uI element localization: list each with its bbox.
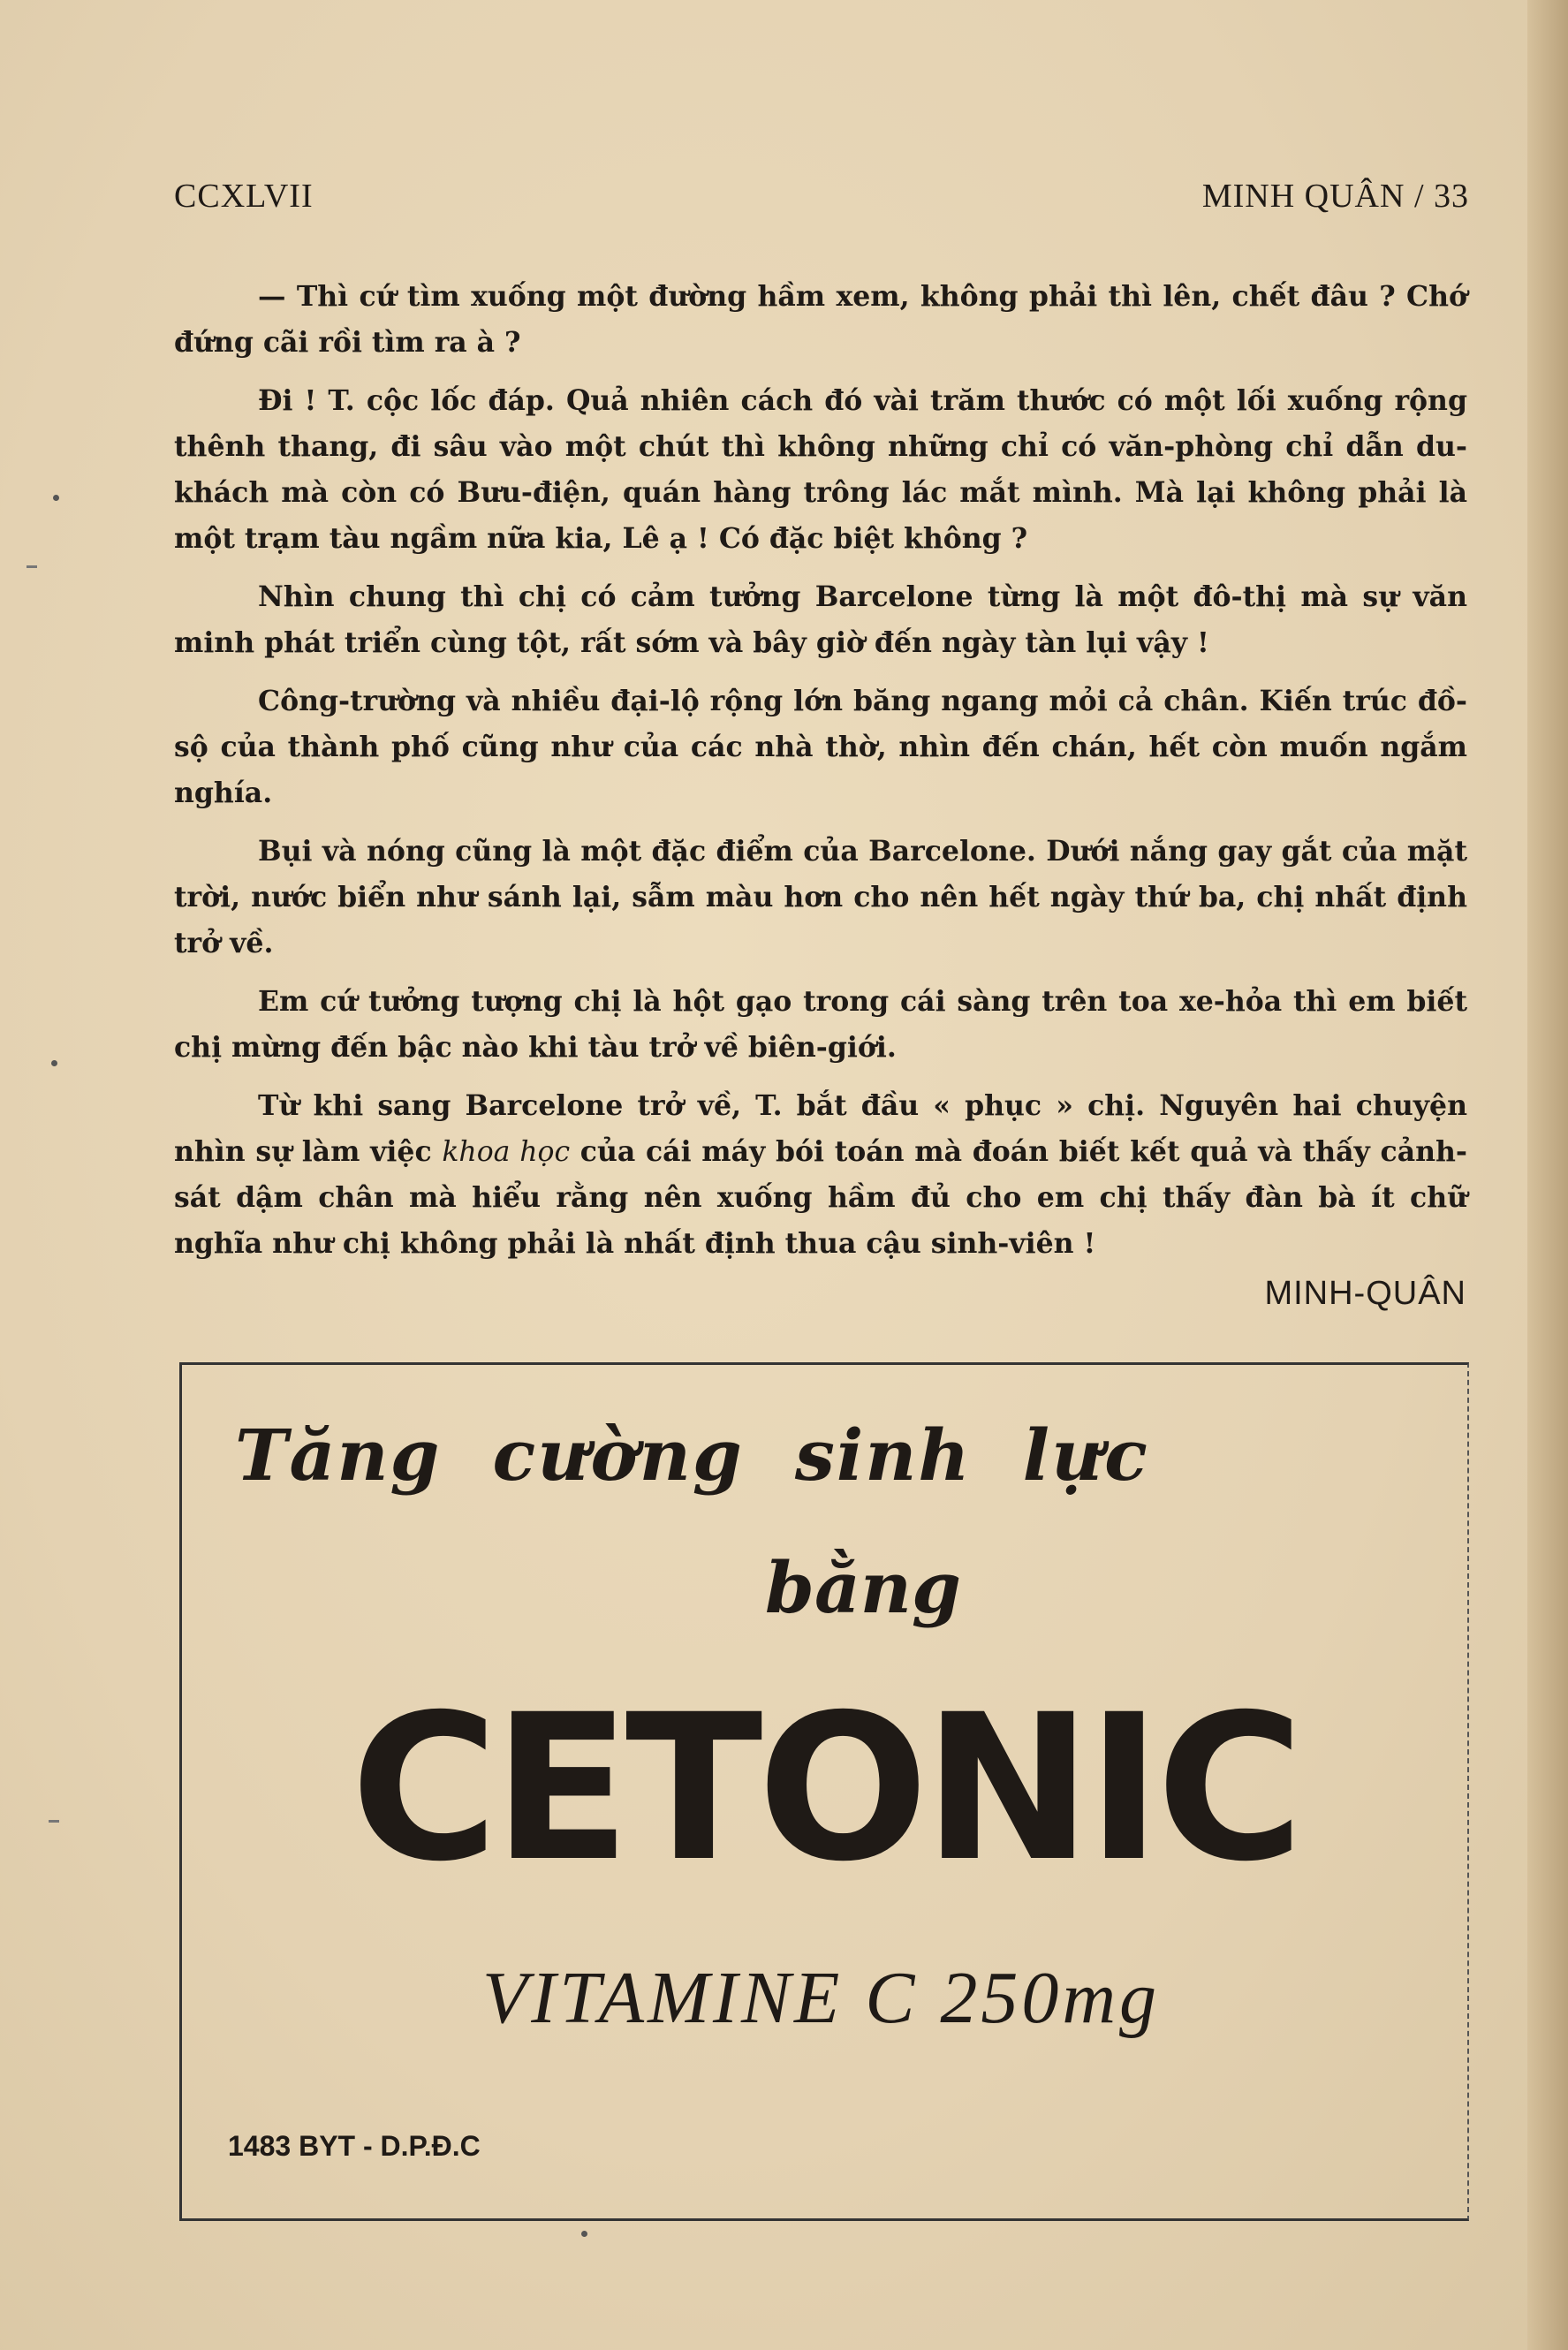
- ad-slogan: [235, 1414, 1201, 1497]
- speck: [53, 495, 59, 501]
- author-signature: MINH-QUÂN: [1264, 1275, 1466, 1312]
- page-edge: [1527, 0, 1568, 2350]
- paragraph: — Thì cứ tìm xuống một đường hầm xem, không phải thì lên, chết đâu ? Chớ đứng cãi rồi tìm ra à ?: [174, 280, 1467, 359]
- emphasis-text: khoa học: [442, 1136, 571, 1168]
- speck: [581, 2231, 587, 2237]
- speck: [49, 1820, 59, 1823]
- ad-slogan-word: sinh: [794, 1414, 972, 1497]
- paragraph: Bụi và nóng cũng là một đặc điểm của Barcelone. Dưới nắng gay gắt của mặt trời, nước biển như sánh lại, sẫm màu hơn cho nên hết ngày thứ ba, chị nhất định trở về.: [174, 835, 1467, 959]
- paragraph: Đi ! T. cộc lốc đáp. Quả nhiên cách đó vài trăm thước có một lối xuống rộng thênh thang, đi sâu vào một chút thì không những chỉ có văn-phòng chỉ dẫn du-khách mà còn có Bưu-điện, quán hàng trông lác mắt mình. Mà lại không phải là một trạm tàu ngầm nữa kia, Lê ạ ! Có đặc biệt không ?: [174, 384, 1467, 555]
- ad-connector: bằng: [765, 1546, 961, 1629]
- ad-slogan-word: cường: [492, 1414, 744, 1497]
- paragraph: Em cứ tưởng tượng chị là hột gạo trong cái sàng trên toa xe-hỏa thì em biết chị mừng đến bậc nào khi tàu trở về biên-giới.: [174, 985, 1467, 1064]
- paragraph-text: của cái máy bói toán mà đoán biết kết quả và thấy cảnh-sát dậm chân mà hiểu rằng nên xuống hầm đủ cho em chị thấy đàn bà ít chữ nghĩa như chị không phải là nhất định thua cậu sinh-viên !: [174, 1135, 1467, 1260]
- paragraph: Nhìn chung thì chị có cảm tưởng Barcelone từng là một đô-thị mà sự văn minh phát triển cùng tột, rất sớm và bây giờ đến ngày tàn lụi vậy !: [174, 580, 1467, 659]
- registration-number: 1483 BYT - D.P.Đ.C: [228, 2130, 481, 2162]
- product-description: VITAMINE C 250mg: [482, 1957, 1161, 2039]
- brand-name: CETONIC: [350, 1671, 1299, 1906]
- speck: [51, 1060, 57, 1066]
- advertisement-box: [179, 1362, 1469, 2221]
- paragraph-text: Từ khi sang Barcelone trở về, T. bắt đầu « phục » chị. Nguyên hai chuyện nhìn sự làm việc: [174, 1089, 1467, 1168]
- article-body: [174, 274, 1467, 1279]
- speck: [27, 565, 37, 568]
- author-page-number: MINH QUÂN / 33: [1201, 178, 1469, 215]
- ad-slogan-word: lực: [1022, 1414, 1149, 1497]
- issue-number: CCXLVII: [174, 178, 314, 215]
- page-header: [174, 177, 1469, 230]
- paragraph: [174, 1083, 1467, 1267]
- paragraph: Công-trường và nhiều đại-lộ rộng lớn băng ngang mỏi cả chân. Kiến trúc đồ-sộ của thành phố cũng như của các nhà thờ, nhìn đến chán, hết còn muốn ngắm nghía.: [174, 685, 1467, 809]
- ad-slogan-word: Tăng: [235, 1414, 442, 1497]
